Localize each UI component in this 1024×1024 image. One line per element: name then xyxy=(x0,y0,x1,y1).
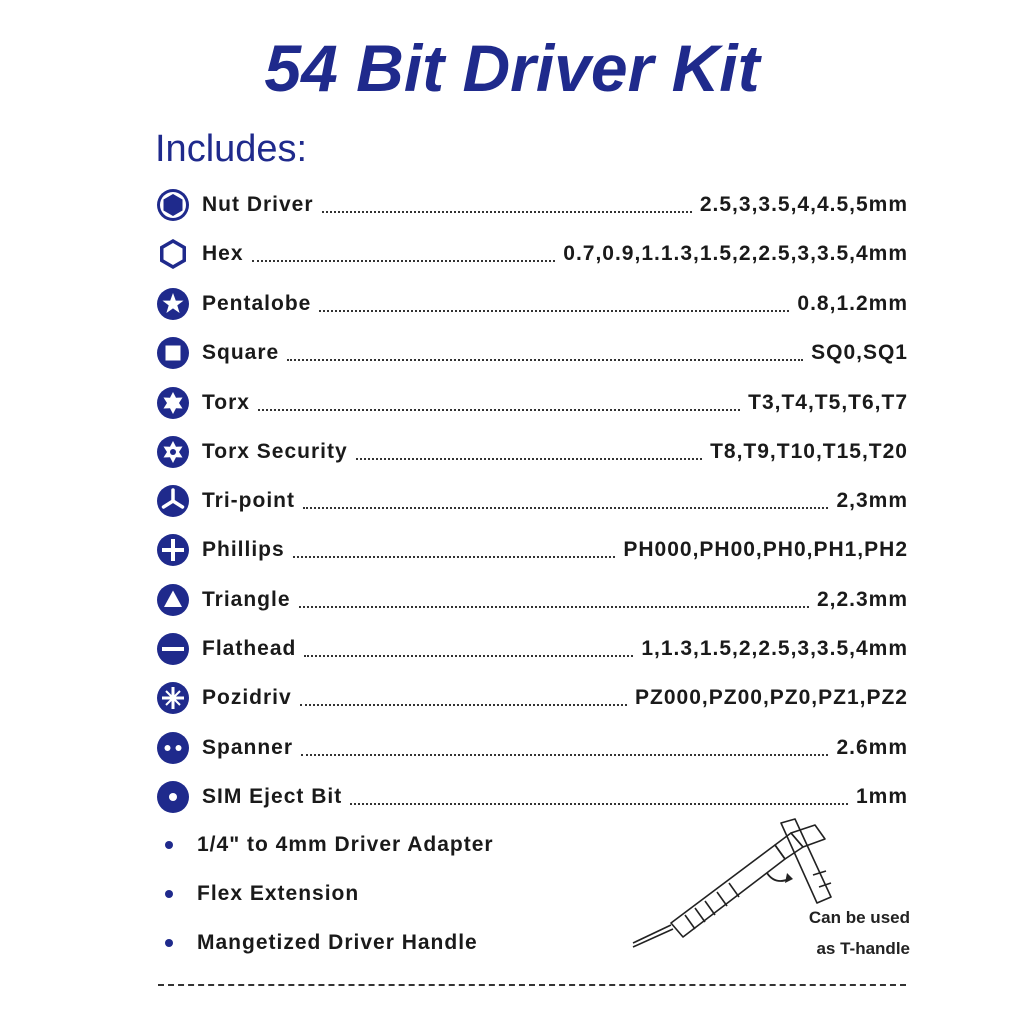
list-item xyxy=(156,777,908,817)
item-value: 1,1.3,1.5,2,2.5,3,3.5,4mm xyxy=(641,637,908,660)
t-handle-caption xyxy=(740,902,910,964)
list-item xyxy=(156,530,908,570)
item-value: 2.6mm xyxy=(836,736,908,759)
item-name: Triangle xyxy=(202,588,291,611)
extra-label: Flex Extension xyxy=(197,882,360,905)
leader-dots xyxy=(319,309,789,312)
item-value: PZ000,PZ00,PZ0,PZ1,PZ2 xyxy=(635,686,908,709)
item-name: Tri-point xyxy=(202,489,295,512)
tri-point-icon xyxy=(156,484,190,518)
item-name: SIM Eject Bit xyxy=(202,785,343,808)
bullet-icon xyxy=(165,890,173,898)
item-value: 2,2.3mm xyxy=(816,588,908,611)
leader-dots xyxy=(304,654,633,657)
list-item xyxy=(165,926,478,960)
leader-dots xyxy=(252,259,556,262)
item-name: Hex xyxy=(202,242,244,265)
triangle-icon xyxy=(156,583,190,617)
leader-dots xyxy=(303,506,828,509)
caption-line: Can be used xyxy=(808,908,910,927)
item-value: 1mm xyxy=(855,785,908,808)
item-name: Torx xyxy=(202,391,250,414)
item-value: 0.8,1.2mm xyxy=(797,292,908,315)
list-item xyxy=(156,333,908,373)
leader-dots xyxy=(258,408,740,411)
bullet-icon xyxy=(165,841,173,849)
list-item xyxy=(156,432,908,472)
item-name: Phillips xyxy=(202,538,285,561)
item-value: SQ0,SQ1 xyxy=(811,341,908,364)
list-item xyxy=(156,728,908,768)
divider xyxy=(158,984,906,986)
item-name: Square xyxy=(202,341,280,364)
includes-heading: Includes: xyxy=(155,128,308,170)
list-item xyxy=(156,629,908,669)
item-value: 0.7,0.9,1.1.3,1.5,2,2.5,3,3.5,4mm xyxy=(563,242,908,265)
item-value: 2,3mm xyxy=(836,489,908,512)
item-name: Pozidriv xyxy=(202,686,292,709)
list-item xyxy=(165,828,494,862)
item-value: T8,T9,T10,T15,T20 xyxy=(710,440,908,463)
page-title: 54 Bit Driver Kit xyxy=(264,31,760,105)
leader-dots xyxy=(350,802,848,805)
flathead-icon xyxy=(156,632,190,666)
item-name: Flathead xyxy=(202,637,297,660)
item-value: PH000,PH00,PH0,PH1,PH2 xyxy=(623,538,908,561)
spanner-icon xyxy=(156,731,190,765)
sim-eject-icon xyxy=(156,780,190,814)
item-name: Nut Driver xyxy=(202,193,314,216)
pozidriv-icon xyxy=(156,681,190,715)
list-item xyxy=(156,185,908,225)
item-value: 2.5,3,3.5,4,4.5,5mm xyxy=(699,193,908,216)
extra-label: Mangetized Driver Handle xyxy=(197,931,478,954)
torx-security-icon xyxy=(156,435,190,469)
list-item xyxy=(156,481,908,521)
list-item xyxy=(156,580,908,620)
caption-line: as T-handle xyxy=(816,939,910,958)
item-name: Spanner xyxy=(202,736,294,759)
bullet-icon xyxy=(165,939,173,947)
item-name: Torx Security xyxy=(202,440,348,463)
leader-dots xyxy=(356,457,702,460)
leader-dots xyxy=(299,605,809,608)
square-icon xyxy=(156,336,190,370)
list-item xyxy=(156,383,908,423)
leader-dots xyxy=(301,753,828,756)
leader-dots xyxy=(322,210,692,213)
list-item xyxy=(156,234,908,274)
list-item xyxy=(156,284,908,324)
leader-dots xyxy=(293,555,616,558)
leader-dots xyxy=(300,703,627,706)
torx-icon xyxy=(156,386,190,420)
list-item xyxy=(165,877,359,911)
item-name: Pentalobe xyxy=(202,292,312,315)
item-value: T3,T4,T5,T6,T7 xyxy=(748,391,908,414)
nut-driver-icon xyxy=(156,188,190,222)
extra-label: 1/4" to 4mm Driver Adapter xyxy=(197,833,494,856)
pentalobe-icon xyxy=(156,287,190,321)
leader-dots xyxy=(287,358,803,361)
phillips-icon xyxy=(156,533,190,567)
hex-icon xyxy=(156,237,190,271)
list-item xyxy=(156,678,908,718)
